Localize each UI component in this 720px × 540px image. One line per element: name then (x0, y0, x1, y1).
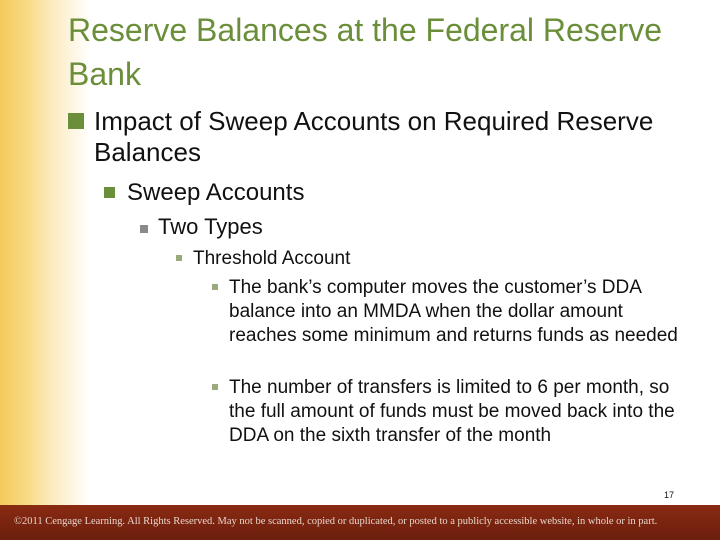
page-number: 17 (664, 490, 675, 500)
square-bullet-icon (68, 113, 84, 129)
bullet-level-5 (212, 376, 692, 448)
bullet-text: The number of transfers is limited to 6 per month, so the full amount of funds must be moved back into the DDA on the sixth transfer of the month (229, 377, 675, 446)
slide-title: Reserve Balances at the Federal Reserve Bank (68, 12, 663, 92)
bullet-text: Impact of Sweep Accounts on Required Reserve Balances (94, 106, 654, 167)
bullet-text: Two Types (158, 214, 263, 239)
square-bullet-icon (212, 384, 218, 390)
bullet-level-4 (176, 247, 350, 271)
bullet-level-3 (140, 212, 263, 242)
bullet-level-2 (104, 178, 304, 208)
bullet-level-1 (68, 106, 698, 168)
square-bullet-icon (140, 225, 148, 233)
square-bullet-icon (176, 255, 182, 261)
footer-bar (0, 505, 720, 540)
square-bullet-icon (104, 187, 115, 198)
square-bullet-icon (212, 284, 218, 290)
bullet-text: Sweep Accounts (127, 179, 305, 206)
bullet-text: The bank’s computer moves the customer’s DDA balance into an MMDA when the dollar amount reaches some minimum and returns funds as needed (229, 277, 678, 346)
copyright-notice: ©2011 Cengage Learning. All Rights Reserved. May not be scanned, copied or duplicated, or posted to a publicly accessible website, in whole or in part. (14, 516, 658, 527)
bullet-text: Threshold Account (193, 248, 351, 269)
bullet-level-5 (212, 276, 692, 348)
